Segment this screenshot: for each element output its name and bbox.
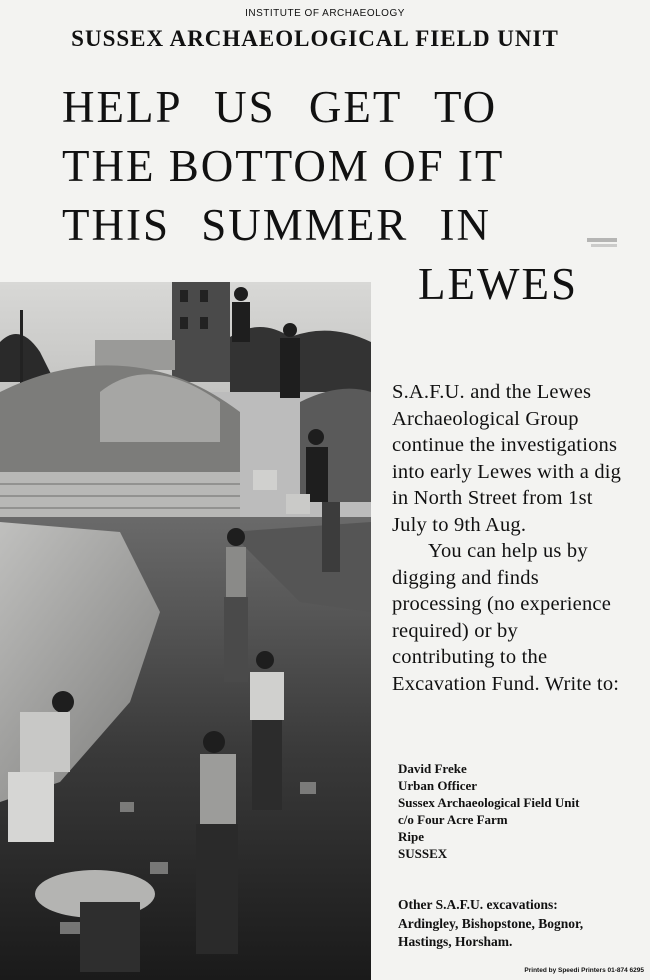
institute-label: INSTITUTE OF ARCHAEOLOGY: [245, 8, 405, 19]
contact-address: [398, 760, 638, 862]
headline-line-3: THIS SUMMER IN: [62, 200, 492, 250]
other-excavations-sites: Ardingley, Bishopstone, Bognor, Hastings, Horsham.: [398, 915, 584, 949]
headline: [62, 78, 582, 314]
smudge-mark: [585, 236, 621, 250]
contact-role: Urban Officer: [398, 778, 478, 793]
field-unit-title: SUSSEX ARCHAEOLOGICAL FIELD UNIT: [71, 26, 559, 51]
headline-line-2: THE BOTTOM OF IT: [62, 141, 505, 191]
excavation-photo: [0, 282, 371, 980]
contact-organisation: Sussex Archaeological Field Unit: [398, 795, 580, 810]
printer-credit: Printed by Speedi Printers 01-874 6295: [524, 967, 644, 974]
body-text: [392, 379, 624, 697]
contact-village: Ripe: [398, 829, 424, 844]
contact-name: David Freke: [398, 761, 467, 776]
other-excavations: [398, 896, 638, 952]
contact-farm: c/o Four Acre Farm: [398, 812, 508, 827]
paragraph-dig-info: S.A.F.U. and the Lewes Archaeological Group continue the investigations into early Lewes with a dig in North Street from 1st July to 9th Aug.: [392, 381, 622, 536]
headline-line-1: HELP US GET TO: [62, 82, 498, 132]
paragraph-how-to-help: You can help us by digging and finds processing (no experience required) or by contributing to the Excavation Fund. Write to:: [392, 540, 620, 695]
headline-line-4: LEWES: [418, 259, 578, 309]
other-excavations-label: Other S.A.F.U. excavations:: [398, 897, 558, 912]
contact-county: SUSSEX: [398, 846, 448, 861]
